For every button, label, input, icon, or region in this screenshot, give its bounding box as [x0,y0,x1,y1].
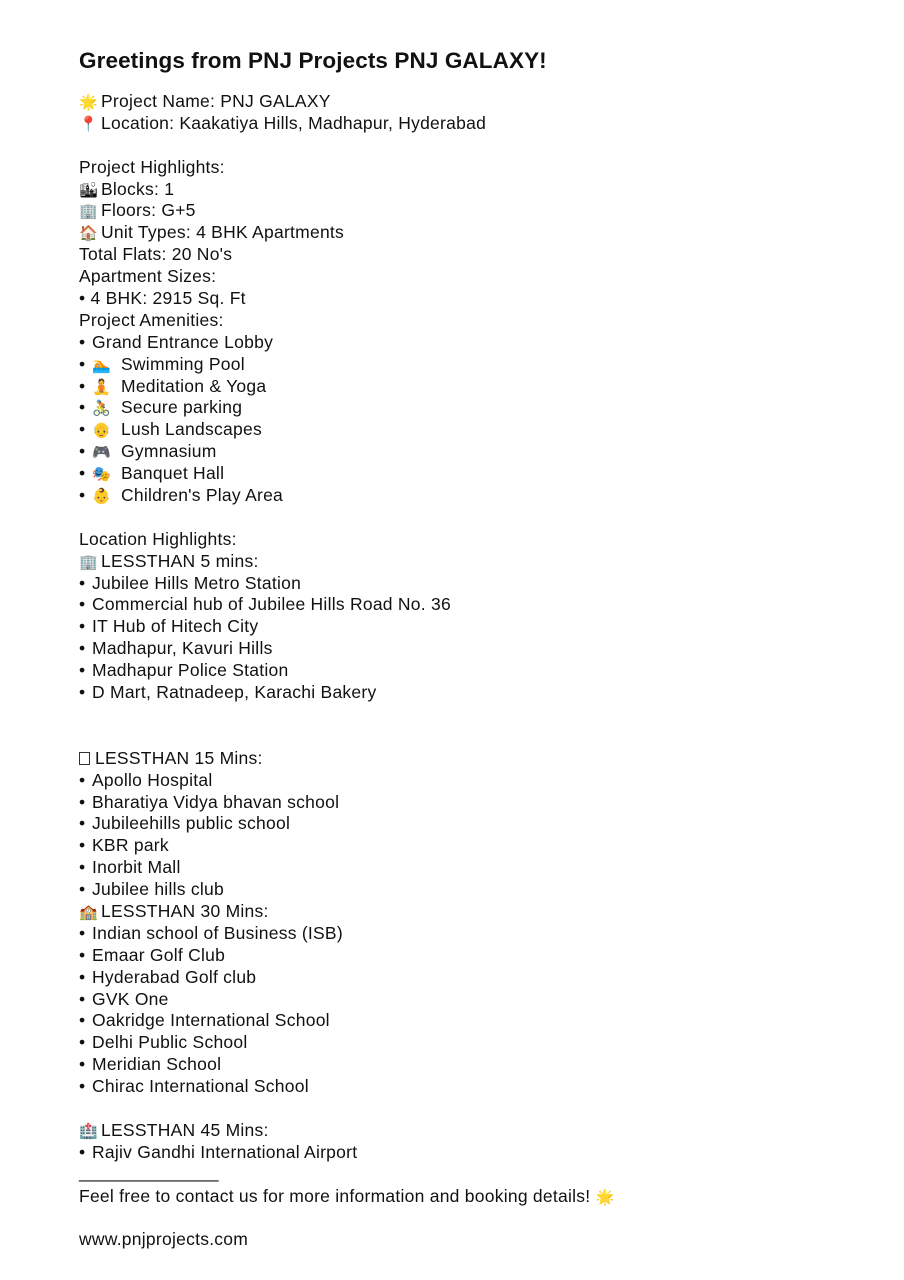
bullet: • [79,331,86,352]
group-heading [79,901,879,923]
amenity-label: Swimming Pool [121,353,245,374]
bullet: • [79,1141,86,1162]
location-item [79,660,879,682]
location-item [79,1142,879,1164]
amenity-item [79,419,879,441]
page-title: Greetings from PNJ Projects PNJ GALAXY! [79,48,547,73]
bullet: • [79,397,86,418]
floors-text: Floors: G+5 [101,200,196,221]
location-item [79,638,879,660]
location-item [79,682,879,704]
bullet: • [79,1076,86,1097]
bullet: • [79,1010,86,1031]
units-text: Unit Types: 4 BHK Apartments [101,222,345,243]
blocks-line [79,179,879,201]
group-heading [79,551,879,573]
amenity-icon: 👴 [92,421,111,440]
bullet: • [79,485,86,506]
bullet: • [79,419,86,440]
amenity-item [79,332,879,354]
units-line [79,222,879,244]
bullet: • [79,594,86,615]
amenity-icon: 👶 [92,487,111,506]
pin-icon: 📍 [79,114,98,133]
group-heading-text: LESSTHAN 30 Mins: [101,900,269,921]
group-icon: 🏫 [79,902,98,921]
highlights-heading: Project Highlights: [79,156,225,177]
group-heading-text: LESSTHAN 15 Mins: [95,747,263,768]
bullet: • [79,791,86,812]
amenities-list [79,332,879,507]
amenity-item [79,441,879,463]
location-item [79,792,879,814]
amenity-item [79,376,879,398]
bullet: • [79,463,86,484]
contact-text: Feel free to contact us for more information and booking details! [79,1185,591,1206]
bullet: • [79,835,86,856]
website-link[interactable]: www.pnjprojects.com [79,1229,249,1250]
location-item-text: Jubilee Hills Metro Station [92,572,302,593]
location-item [79,1054,879,1076]
office-building-icon: 🏢 [79,202,98,221]
amenity-icon: 🚴 [92,399,111,418]
location-item [79,835,879,857]
location-item-text: Meridian School [92,1054,222,1075]
location-item [79,989,879,1011]
house-icon: 🏠 [79,224,98,243]
location-item-text: Jubileehills public school [92,813,291,834]
bullet: • [79,769,86,790]
location-item-text: Chirac International School [92,1076,309,1097]
location-item [79,923,879,945]
project-location: Location: Kaakatiya Hills, Madhapur, Hyderabad [101,112,487,133]
star-icon: 🌟 [595,1187,615,1206]
amenities-heading: Project Amenities: [79,309,224,330]
location-groups [79,551,879,1164]
group-heading-text: LESSTHAN 5 mins: [101,550,259,571]
amenity-label: Gymnasium [121,441,217,462]
bullet: • [79,353,86,374]
total-flats: Total Flats: 20 No's [79,244,233,265]
location-item-text: IT Hub of Hitech City [92,616,259,637]
location-item-text: Emaar Golf Club [92,944,226,965]
cityscape-icon: 🏙 [79,180,99,199]
location-item [79,879,879,901]
bullet: • [79,1032,86,1053]
location-item-text: Indian school of Business (ISB) [92,922,343,943]
project-location-line [79,113,879,135]
amenity-icon: 🎮 [92,443,111,462]
location-item [79,945,879,967]
location-item-text: D Mart, Ratnadeep, Karachi Bakery [92,682,377,703]
location-item [79,1010,879,1032]
sizes-heading: Apartment Sizes: [79,266,217,287]
location-item-text: Bharatiya Vidya bhavan school [92,791,340,812]
amenity-label: Children's Play Area [121,485,284,506]
amenity-icon: 🎭 [92,465,111,484]
project-name-line [79,91,879,113]
bullet: • [79,616,86,637]
location-item [79,594,879,616]
group-icon: 🏥 [79,1121,98,1140]
location-item-text: Oakridge International School [92,1010,330,1031]
location-item-text: Rajiv Gandhi International Airport [92,1141,358,1162]
contact-line [79,1186,879,1208]
location-item [79,573,879,595]
group-heading [79,1120,879,1142]
location-item [79,1076,879,1098]
bullet: • [79,572,86,593]
location-item-text: Madhapur, Kavuri Hills [92,638,273,659]
amenity-label: Meditation & Yoga [121,375,267,396]
bullet: • [79,660,86,681]
location-item [79,1032,879,1054]
footer-divider: ______________ [79,1161,219,1182]
location-item-text: GVK One [92,988,169,1009]
location-item [79,857,879,879]
amenity-item [79,354,879,376]
location-item [79,813,879,835]
location-item-text: Madhapur Police Station [92,660,289,681]
bullet: • [79,879,86,900]
blocks-text: Blocks: 1 [101,178,175,199]
amenity-icon: 🏊 [92,355,111,374]
group-heading [79,748,879,770]
missing-glyph-icon [79,752,90,765]
amenity-item [79,463,879,485]
location-item-text: KBR park [92,835,169,856]
bullet: • [79,375,86,396]
bullet: • [79,813,86,834]
bullet: • [79,966,86,987]
amenity-item [79,397,879,419]
bullet: • [79,682,86,703]
amenity-label: Secure parking [121,397,243,418]
bullet: • [79,1054,86,1075]
size-item: • 4 BHK: 2915 Sq. Ft [79,288,246,309]
bullet: • [79,944,86,965]
bullet: • [79,988,86,1009]
star-icon: 🌟 [79,93,98,111]
project-name: Project Name: PNJ GALAXY [101,91,331,111]
bullet: • [79,441,86,462]
amenity-label: Lush Landscapes [121,419,262,440]
group-heading-text: LESSTHAN 45 Mins: [101,1119,269,1140]
location-item [79,967,879,989]
location-item-text: Apollo Hospital [92,769,213,790]
location-item-text: Hyderabad Golf club [92,966,257,987]
bullet: • [79,922,86,943]
amenity-label: Grand Entrance Lobby [92,331,274,352]
bullet: • [79,638,86,659]
document-body [79,46,879,1251]
floors-line [79,200,879,222]
location-item-text: Delhi Public School [92,1032,248,1053]
location-heading: Location Highlights: [79,528,237,549]
location-item-text: Jubilee hills club [92,879,224,900]
amenity-label: Banquet Hall [121,463,225,484]
group-icon: 🏢 [79,552,98,571]
location-item-text: Inorbit Mall [92,857,181,878]
amenity-icon: 🧘 [92,377,111,396]
location-item-text: Commercial hub of Jubilee Hills Road No. 36 [92,594,451,615]
amenity-item [79,485,879,507]
location-item [79,616,879,638]
location-item [79,770,879,792]
bullet: • [79,857,86,878]
